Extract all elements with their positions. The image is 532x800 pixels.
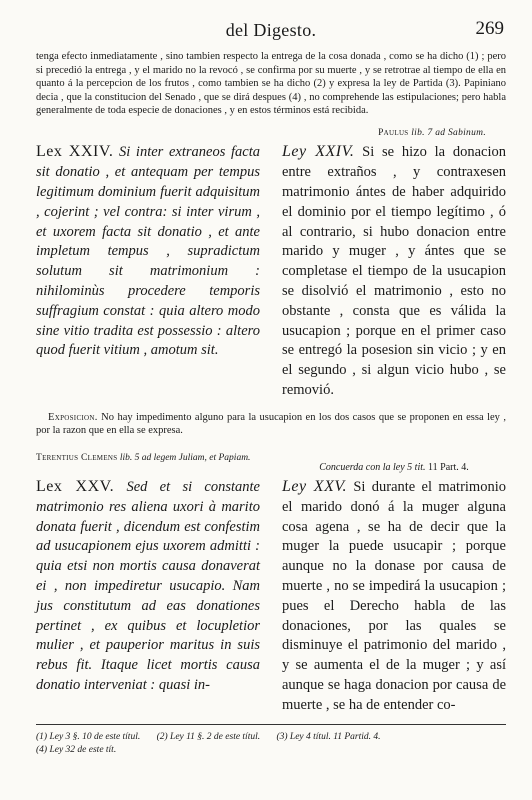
latin-column-lex-24 [36,142,260,400]
ley-24-text: Si se hizo la donacion entre extraños , y contraxesen matrimonio ántes de haber adquirido el dominio por el tiempo legítimo , ó al contrario, si hubo donacion entre marido y muger , y ántes que se completase el tiempo de la usucapion se disolvió el matrimonio , esto no obstante , consta que es válida la usucapion ; porque en el primer caso se entregó la posesion sin vicio ; y en el segundo , si algun vicio hubo , se removió. [282,144,506,399]
page-header [36,18,506,42]
concordance-ref: 11 Part. 4. [428,462,469,474]
exposicion-label: Exposicion. [48,411,98,423]
lex-24-text: Si inter extraneos facta sit donatio , et antequam per tempus legitimum dominium fuerit adquisitum , cojerint ; vel contra: si inter virum , et uxorem facta sit donatio , et ante impletum tempus , supradictum solutum sit matrimonium : nihilominùs procedere temporis suffragium constat : quia altero modo sine vitio tradita est possessio : altero quod fuerit vitium , amotum sit. [36,144,260,359]
attribution-paulus [36,128,506,138]
law-25-columns [36,477,506,716]
concordance-text: Concuerda con la ley 5 tit. [319,462,426,474]
footnote-4: (4) Ley 32 de este tít. [36,745,117,755]
concordance-note [282,452,506,473]
attribution-work: lib. 7 ad Sabinum. [411,128,486,139]
footnote-3: (3) Ley 4 títul. 11 Partid. 4. [276,732,381,742]
latin-column-lex-25 [36,477,260,716]
attribution-author: Terentius Clemens [36,453,118,464]
spanish-column-ley-25 [282,477,506,716]
document-page [36,18,506,788]
attribution-work: lib. 5 ad legem Juliam, et Papiam. [119,453,251,464]
exposicion-paragraph [36,411,506,438]
lex-25-text: Sed et si constante matrimonio res aliena uxori à marito donata fuerit , dicendum est confestim ad usucapionem ejus uxorem admitti : quia etsi non mortis causa donaverat ei , non impediretur usucapio. Nam jus constitutum ad eas donationes pertinet , ex quibus et locupletior mulier , et pauperior maritus in suis rebus fit. Itaque licet mortis causa donatio interveniat : quasi in- [36,479,260,693]
law-25-headers [36,452,506,473]
continuation-paragraph: tenga efecto inmediatamente , sino tambien respecto la entrega de la cosa donada , como se ha dicho (1) ; pero si precedió la entrega , y el marido no la revocó , se confirma por su muerte , y se retrotrae al tiempo de ella en quanto á la percepcion de los frutos , como tambien se ha dicho (2) y expresa la ley de Partida (3). Papiniano decia , que la constitucion del Senado , que se dirá despues (4) , no comprehende las estipulaciones; pero habla generalmente de toda especie de donaciones , y en estos términos está recibida. [36,51,506,117]
running-title: del Digesto. [225,20,317,40]
law-24-columns [36,142,506,400]
lex-24-label: Lex XXIV. [36,143,114,161]
footnote-2: (2) Ley 11 §. 2 de este títul. [156,732,261,742]
ley-25-text: Si durante el matrimonio el marido donó á la muger alguna cosa agena , se ha de decir que la muger la puede usucapir ; porque aunque no la donase por causa de muerte , no se impedirá la usucapion ; pues el Derecho habla de las donaciones, por las quales se disminuye el patrimonio del marido , y se aumenta el de la muger ; y así aunque se haga donacion por causa de muerte , se ha de entender co- [282,479,506,713]
attribution-terentius [36,452,260,473]
footnote-1: (1) Ley 3 §. 10 de este títul. [36,732,141,742]
exposicion-text: No hay impedimento alguno para la usucapion en los dos casos que se proponen en essa ley , por la razon que en ella se expresa. [36,411,506,437]
page-number: 269 [475,18,504,39]
attribution-author: Paulus [378,128,409,139]
ley-24-label: Ley XXIV. [282,143,355,161]
spanish-column-ley-24 [282,142,506,400]
footnotes [36,724,506,757]
lex-25-label: Lex XXV. [36,478,115,496]
ley-25-label: Ley XXV. [282,478,348,496]
